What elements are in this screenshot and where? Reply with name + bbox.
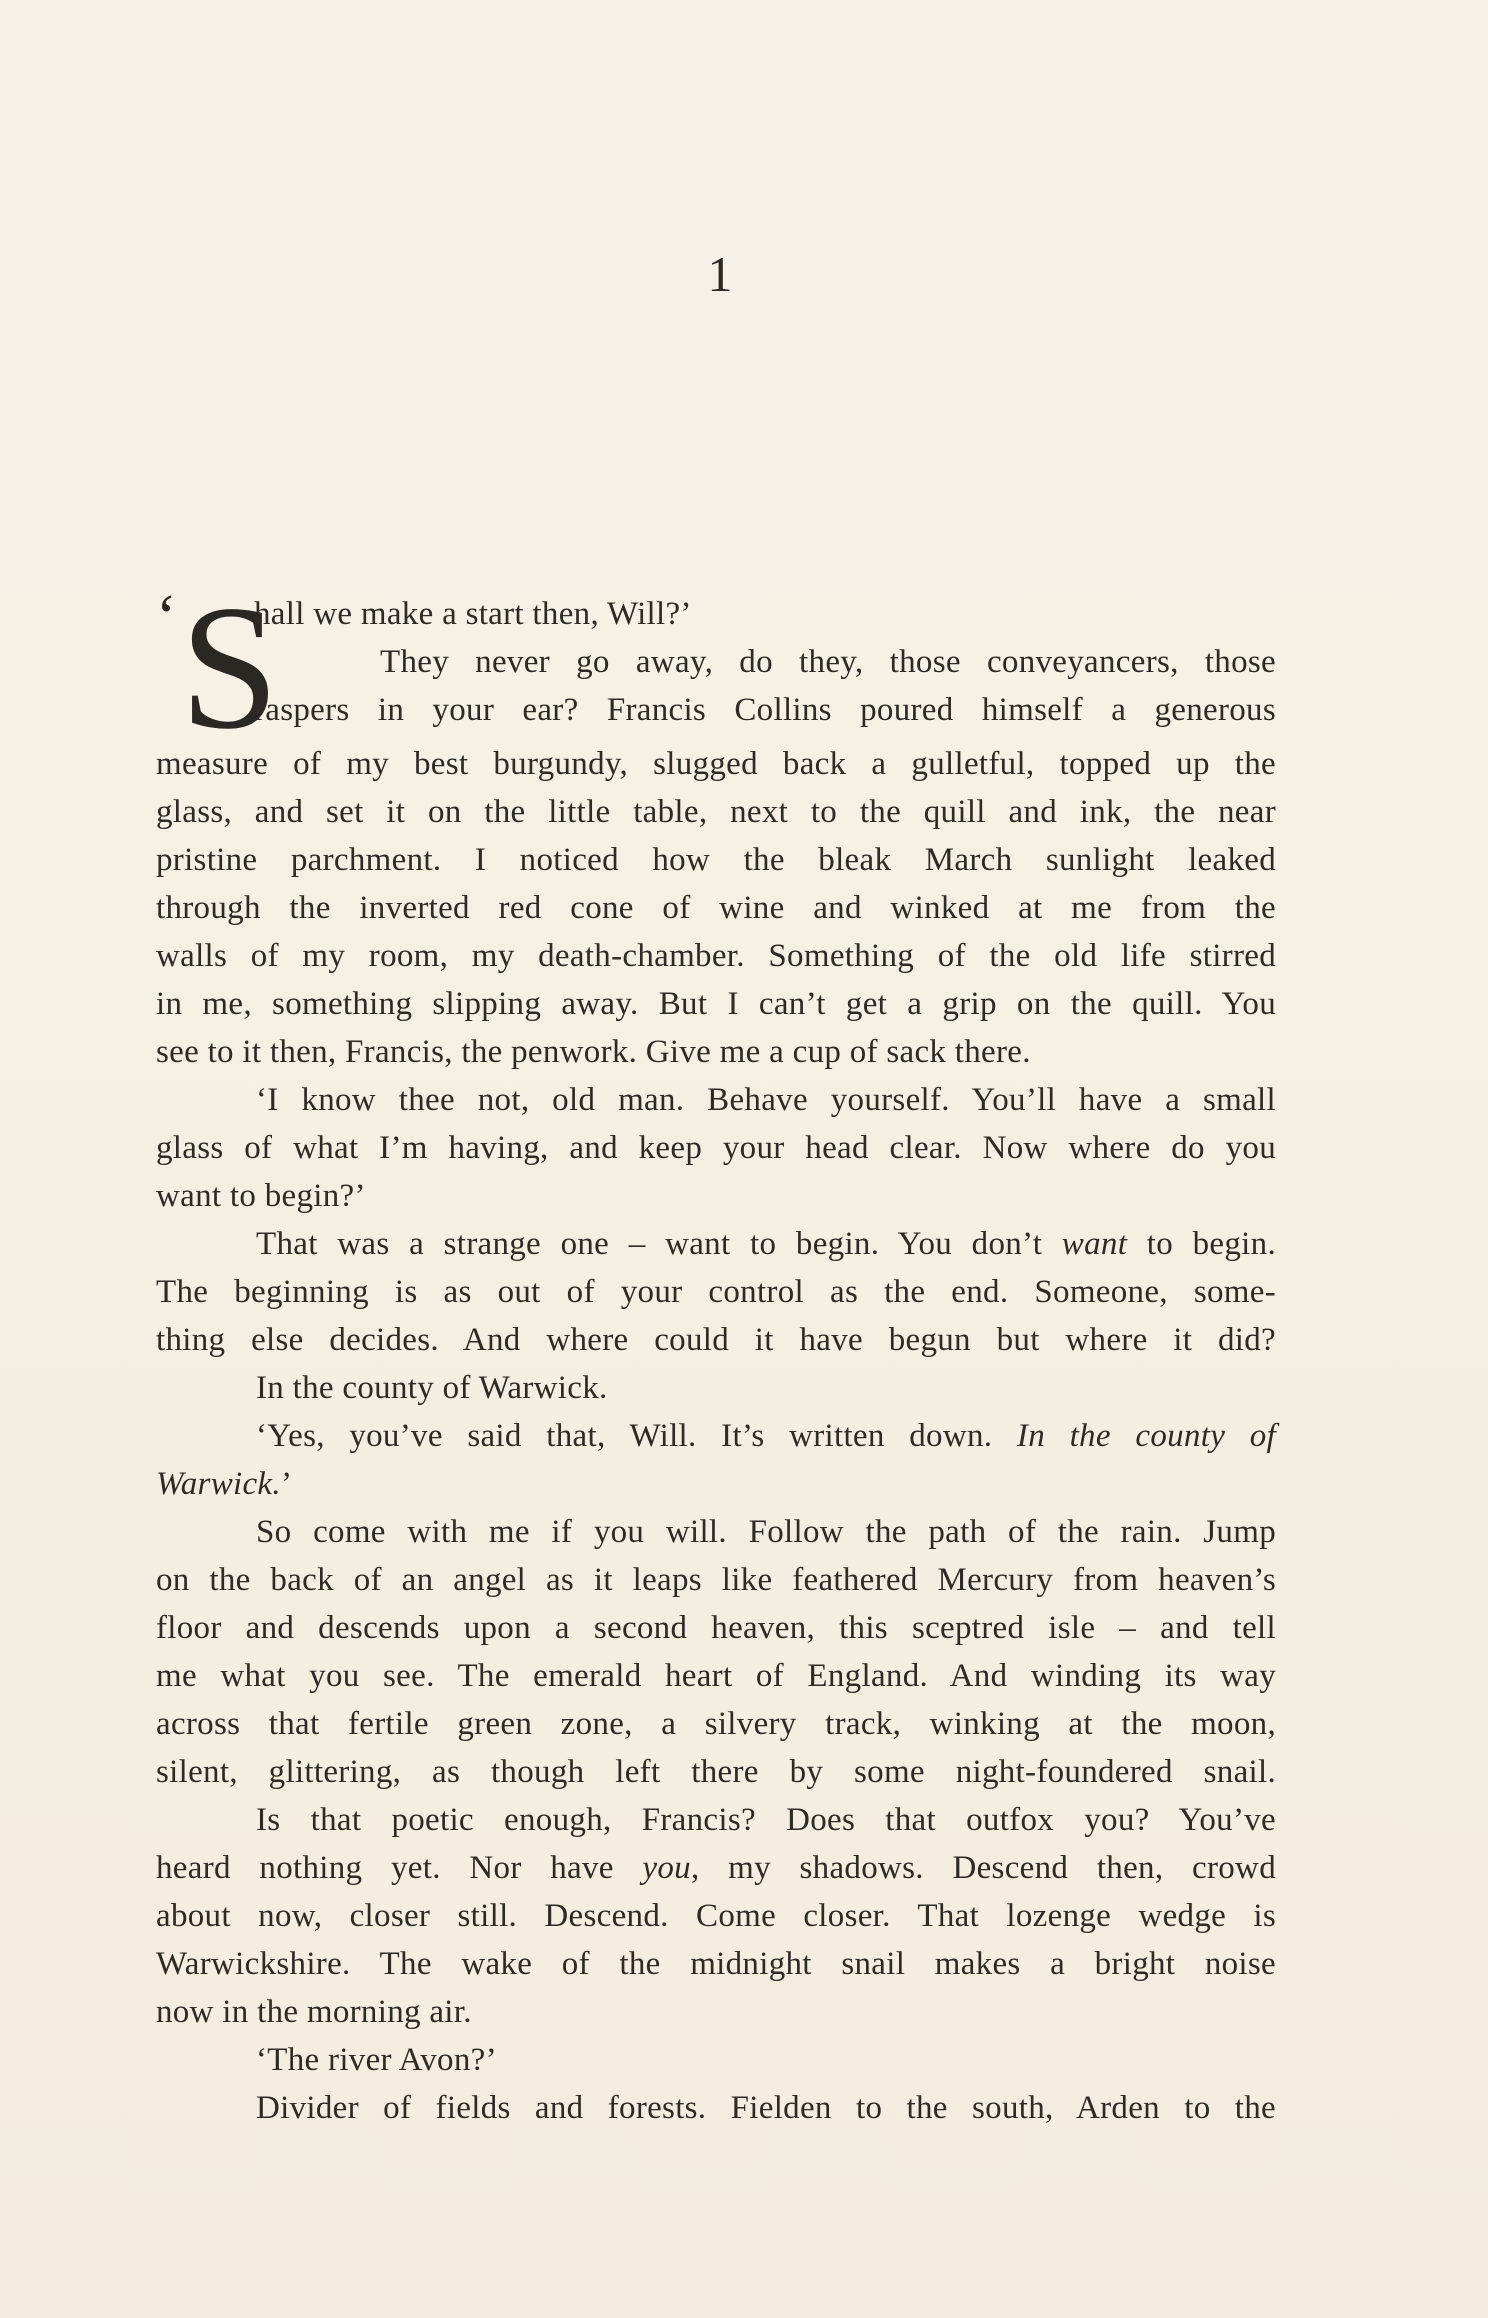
text-line xyxy=(156,1460,1276,1508)
text-segment: That was a strange one – want to begin. You don’t xyxy=(256,1226,1062,1262)
italic-word: want xyxy=(1061,1226,1128,1262)
italic-phrase: In the county of xyxy=(1016,1418,1276,1454)
text-line: want to begin?’ xyxy=(156,1178,366,1214)
text-line: Divider of fields and forests. Fielden to the south, Arden to the xyxy=(256,2090,1276,2126)
chapter-body-text xyxy=(156,568,1276,2132)
text-line: see to it then, Francis, the penwork. Give me a cup of sack there. xyxy=(156,1034,1031,1070)
text-line: thing else decides. And where could it have begun but where it did? xyxy=(156,1322,1276,1358)
text-line xyxy=(156,1220,1276,1268)
text-segment: ’ xyxy=(280,1466,293,1502)
text-line: walls of my room, my death-chamber. Something of the old life stirred xyxy=(156,938,1276,974)
dropcap-quote-mark: ‘ xyxy=(156,583,177,651)
text-line: floor and descends upon a second heaven, this sceptred isle – and tell xyxy=(156,1610,1276,1646)
text-line: ‘I know thee not, old man. Behave yourself. You’ll have a small xyxy=(256,1082,1276,1118)
italic-word: you xyxy=(642,1850,691,1886)
text-line: They never go away, do they, those conveyancers, those xyxy=(380,644,1276,680)
text-line: me what you see. The emerald heart of England. And winding its way xyxy=(156,1658,1276,1694)
text-line: now in the morning air. xyxy=(156,1994,472,2030)
text-line: about now, closer still. Descend. Come closer. That lozenge wedge is xyxy=(156,1898,1276,1934)
text-line: hall we make a start then, Will?’ xyxy=(254,596,692,632)
text-line xyxy=(156,1412,1276,1460)
text-line: through the inverted red cone of wine and winked at me from the xyxy=(156,890,1276,926)
text-segment: to begin. xyxy=(1127,1226,1276,1262)
text-line: Is that poetic enough, Francis? Does that outfox you? You’ve xyxy=(256,1802,1276,1838)
text-line: glass, and set it on the little table, next to the quill and ink, the near xyxy=(156,794,1276,830)
text-line: across that fertile green zone, a silvery track, winking at the moon, xyxy=(156,1706,1276,1742)
italic-phrase: Warwick. xyxy=(156,1466,281,1502)
text-line: pristine parchment. I noticed how the bleak March sunlight leaked xyxy=(156,842,1276,878)
text-line: on the back of an angel as it leaps like feathered Mercury from heaven’s xyxy=(156,1562,1276,1598)
text-line: The beginning is as out of your control as the end. Someone, some- xyxy=(156,1274,1276,1310)
text-line: In the county of Warwick. xyxy=(256,1370,608,1406)
text-segment: ‘Yes, you’ve said that, Will. It’s written down. xyxy=(256,1418,1017,1454)
text-segment: , my shadows. Descend then, crowd xyxy=(690,1850,1276,1886)
text-line: ‘The river Avon?’ xyxy=(256,2042,497,2078)
text-line: Warwickshire. The wake of the midnight snail makes a bright noise xyxy=(156,1946,1276,1982)
text-segment: heard nothing yet. Nor have xyxy=(156,1850,643,1886)
dropcap-letter: S xyxy=(180,568,280,766)
text-line: in me, something slipping away. But I can’t get a grip on the quill. You xyxy=(156,986,1276,1022)
text-line: So come with me if you will. Follow the path of the rain. Jump xyxy=(256,1514,1276,1550)
text-line: silent, glittering, as though left there by some night-foundered snail. xyxy=(156,1754,1276,1790)
text-line: raspers in your ear? Francis Collins poured himself a generous xyxy=(254,692,1276,728)
chapter-number: 1 xyxy=(707,246,733,302)
text-line: measure of my best burgundy, slugged back a gulletful, topped up the xyxy=(156,746,1276,782)
text-line: glass of what I’m having, and keep your head clear. Now where do you xyxy=(156,1130,1276,1166)
text-line xyxy=(156,1844,1276,1892)
